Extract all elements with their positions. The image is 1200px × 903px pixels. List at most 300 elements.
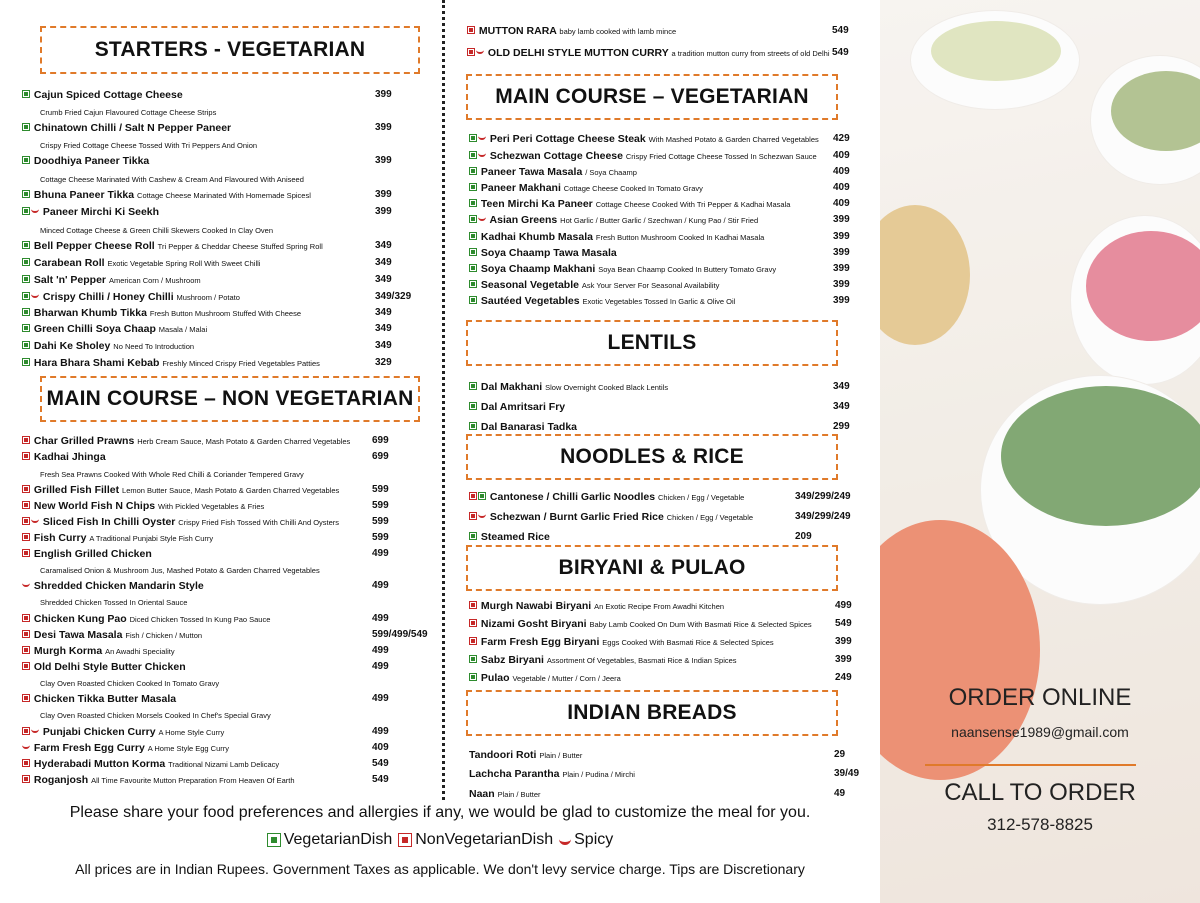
item-price: 599/499/549 [372,629,428,640]
item-price: 499 [372,645,389,656]
veg-symbol-icon [478,492,486,500]
item-name: Cajun Spiced Cottage Cheese [33,89,183,101]
menu-item [22,155,149,167]
item-description: Slow Overnight Cooked Black Lentils [545,383,669,392]
item-name: Pulao [480,672,510,684]
item-name: Paneer Makhani [480,182,561,194]
item-description: Chicken / Egg / Vegetable [666,513,754,522]
menu-item [22,435,350,448]
item-description: With Mashed Potato & Garden Charred Vegetables [648,135,819,144]
item-description: Baby Lamb Cooked On Dum With Basmati Rice & Selected Spices [589,620,812,629]
item-name: Schezwan / Burnt Garlic Fried Rice [489,511,664,523]
item-name: Old Delhi Style Butter Chicken [33,661,186,673]
food-bowls-photo [880,0,1200,903]
item-name: Nizami Gosht Biryani [480,618,587,630]
item-name: MUTTON RARA [478,25,557,37]
item-name: Cantonese / Chilli Garlic Noodles [489,491,656,503]
nonveg-symbol-icon [22,646,30,654]
item-price: 399 [375,122,392,133]
item-price: 409 [372,742,389,753]
heading-non-veg: MAIN COURSE – NON VEGETARIAN [40,376,420,422]
menu-item [469,381,668,394]
menu-item [22,580,204,592]
veg-symbol-icon [469,296,477,304]
item-name: Roganjosh [33,774,89,786]
item-price: 399 [835,654,852,665]
menu-item [22,500,264,513]
item-price: 599 [372,500,389,511]
heading-lentils: LENTILS [466,320,838,366]
veg-symbol-icon [469,655,477,663]
item-subdescription: Clay Oven Roasted Chicken Morsels Cooked In Chef's Special Gravy [40,711,271,720]
chili-icon [478,136,486,140]
menu-item [469,279,719,292]
chili-icon [559,835,571,845]
call-to-order-title: CALL TO ORDER [944,779,1136,806]
menu-item [469,618,812,631]
item-description: Eggs Cooked With Basmati Rice & Selected Spices [602,638,774,647]
item-description: Fish / Chicken / Mutton [125,631,203,640]
item-description: Soya Bean Chaamp Cooked In Buttery Tomato Gravy [598,265,777,274]
legend [0,831,880,849]
menu-item [22,122,231,134]
menu-item [469,150,817,163]
item-description: Diced Chicken Tossed In Kung Pao Sauce [129,615,271,624]
item-price: 399 [833,214,850,225]
item-description: A Home Style Curry [158,728,225,737]
item-subdescription: Caramalised Onion & Mushroom Jus, Mashed Potato & Garden Charred Vegetables [40,566,320,575]
item-price: 549 [832,25,849,36]
nonveg-symbol-icon [467,26,475,34]
item-name: Dahi Ke Sholey [33,340,111,352]
item-subdescription: Cottage Cheese Marinated With Cashew & Cream And Flavoured With Aniseed [40,175,304,184]
item-price: 429 [833,133,850,144]
item-description: Fresh Button Mushroom Stuffed With Cheese [149,309,302,318]
item-name: Naan [469,788,495,800]
menu-item [469,263,776,276]
item-description: Vegetable / Mutter / Corn / Jeera [512,674,621,683]
veg-symbol-icon [469,167,477,175]
menu-item [469,672,621,685]
chili-icon [31,729,39,733]
item-price: 499 [372,613,389,624]
order-online-title: ORDER ONLINE [948,684,1132,711]
item-name: Bhuna Paneer Tikka [33,189,135,201]
nonveg-symbol-icon [22,727,30,735]
footer-note: Please share your food preferences and allergies if any, we would be glad to customize the meal for you. [69,804,811,821]
nonveg-symbol-icon [22,614,30,622]
column-divider [442,0,445,800]
veg-symbol-icon [22,241,30,249]
item-description: Chicken / Egg / Vegetable [657,493,745,502]
item-name: Desi Tawa Masala [33,629,123,641]
nonveg-symbol-icon [22,694,30,702]
item-name: OLD DELHI STYLE MUTTON CURRY [487,47,669,59]
nonveg-symbol-icon [22,517,30,525]
item-name: Green Chilli Soya Chaap [33,323,156,335]
menu-item [469,654,737,667]
veg-symbol-icon [22,156,30,164]
item-name: Seasonal Vegetable [480,279,579,291]
menu-item [469,401,565,413]
item-description: Hot Garlic / Butter Garlic / Szechwan / Kung Pao / Stir Fried [560,216,759,225]
item-name: Char Grilled Prawns [33,435,135,447]
menu-item [22,240,323,253]
item-name: Bell Pepper Cheese Roll [33,240,155,252]
item-price: 499 [372,580,389,591]
item-price: 549 [372,758,389,769]
menu-item [469,491,744,504]
chili-icon [22,583,30,587]
veg-symbol-icon [469,215,477,223]
menu-item [22,645,175,658]
item-description: Freshly Minced Crispy Fried Vegetables Patties [162,359,320,368]
item-price: 549 [372,774,389,785]
item-price: 499 [372,726,389,737]
item-price: 49 [834,788,846,799]
item-description: Crispy Fried Fish Tossed With Chilli And Oysters [178,518,340,527]
legend-nonveg: NonVegetarianDish [415,831,554,848]
item-price: 499 [835,600,852,611]
item-description: Masala / Malai [158,325,208,334]
item-price: 349/299/249 [795,511,851,522]
item-description: Cottage Cheese Marinated With Homemade Spicesl [137,191,311,200]
item-price: 39/49 [834,768,860,779]
nonveg-symbol-icon [22,485,30,493]
item-description: An Exotic Recipe From Awadhi Kitchen [594,602,725,611]
item-subdescription: Fresh Sea Prawns Cooked With Whole Red Chilli & Coriander Tempered Gravy [40,470,304,479]
item-price: 349/299/249 [795,491,851,502]
nonveg-symbol-icon [22,630,30,638]
nonveg-symbol-icon [469,601,477,609]
veg-symbol-icon [22,190,30,198]
item-price: 409 [833,198,850,209]
chili-icon [22,745,30,749]
item-description: A Home Style Egg Curry [147,744,229,753]
item-description: / Soya Chaamp [585,168,637,177]
item-price: 599 [372,532,389,543]
item-price: 349 [833,401,850,412]
item-name: Dal Makhani [480,381,543,393]
menu-item [469,768,635,781]
menu-item [22,291,240,304]
item-price: 409 [833,182,850,193]
item-description: Mushroom / Potato [176,293,240,302]
veg-symbol-icon [22,258,30,266]
chili-icon [478,153,486,157]
nonveg-symbol-icon [22,436,30,444]
item-name: Chicken Tikka Butter Masala [33,693,177,705]
item-price: 599 [372,484,389,495]
veg-symbol-icon [469,248,477,256]
item-price: 299 [833,421,850,432]
chili-icon [478,217,486,221]
item-price: 399 [375,189,392,200]
item-name: Farm Fresh Egg Biryani [480,636,600,648]
veg-symbol-icon [22,308,30,316]
item-name: Dal Banarasi Tadka [480,421,578,433]
item-name: Chicken Kung Pao [33,613,127,625]
item-name: New World Fish N Chips [33,500,156,512]
item-price: 349 [375,323,392,334]
item-name: Kadhai Khumb Masala [480,231,593,243]
menu-item [469,214,758,227]
item-name: Soya Chaamp Tawa Masala [480,247,617,259]
item-price: 599 [372,516,389,527]
menu-item [22,516,339,529]
item-price: 329 [375,357,392,368]
item-name: Punjabi Chicken Curry [42,726,156,738]
heading-starters: STARTERS - VEGETARIAN [40,26,420,74]
nonveg-symbol-icon [22,775,30,783]
chili-icon [476,50,484,54]
item-name: Sliced Fish In Chilli Oyster [42,516,176,528]
footer-prices: All prices are in Indian Rupees. Government Taxes as applicable. We don't levy service charge. Tips are Discretionary [75,861,805,877]
veg-symbol-icon [469,199,477,207]
item-name: Paneer Tawa Masala [480,166,583,178]
item-description: No Need To Introduction [113,342,195,351]
menu-item [22,532,213,545]
item-price: 349 [375,340,392,351]
chili-icon [31,294,39,298]
menu-item [469,133,819,146]
menu-item [22,307,301,320]
item-price: 399 [833,231,850,242]
item-description: Cottage Cheese Cooked With Tri Pepper & Kadhai Masala [595,200,791,209]
item-name: Sabz Biryani [480,654,544,666]
chili-icon [31,209,39,213]
item-description: Exotic Vegetable Spring Roll With Sweet Chilli [107,259,261,268]
item-description: A Traditional Punjabi Style Fish Curry [89,534,214,543]
item-price: 399 [375,155,392,166]
menu-item [469,788,541,801]
item-price: 549 [832,47,849,58]
menu-item [469,511,753,524]
nonveg-symbol-icon [22,759,30,767]
veg-symbol-icon [469,280,477,288]
menu-item [469,182,703,195]
item-price: 499 [372,693,389,704]
item-name: Schezwan Cottage Cheese [489,150,623,162]
item-description: a tradition mutton curry from streets of old Delhi [671,49,830,58]
menu-item [22,451,106,463]
item-description: Cottage Cheese Cooked In Tomato Gravy [563,184,703,193]
item-name: Fish Curry [33,532,87,544]
item-price: 349 [833,381,850,392]
nonveg-symbol-icon [469,637,477,645]
veg-symbol-icon [469,673,477,681]
menu-item [22,548,152,560]
menu-item [469,247,617,259]
item-subdescription: Shredded Chicken Tossed In Oriental Sauce [40,598,188,607]
item-name: Carabean Roll [33,257,105,269]
veg-symbol-icon [267,833,281,847]
menu-item [469,749,582,762]
item-name: Farm Fresh Egg Curry [33,742,145,754]
menu-item [469,421,577,433]
item-name: Tandoori Roti [469,749,537,761]
veg-symbol-icon [22,207,30,215]
item-description: Plain / Butter [497,790,541,799]
item-name: Steamed Rice [480,531,550,543]
nonveg-symbol-icon [22,501,30,509]
item-name: Soya Chaamp Makhani [480,263,596,275]
item-price: 499 [372,661,389,672]
item-name: Kadhai Jhinga [33,451,106,463]
item-description: Herb Cream Sauce, Mash Potato & Garden Charred Vegetables [137,437,351,446]
legend-veg: VegetarianDish [283,831,393,848]
item-description: Plain / Pudina / Mirchi [562,770,635,779]
nonveg-symbol-icon [469,512,477,520]
menu-item [469,231,764,244]
item-subdescription: Crumb Fried Cajun Flavoured Cottage Cheese Strips [40,108,217,117]
veg-symbol-icon [22,341,30,349]
item-name: Salt 'n' Pepper [33,274,107,286]
item-price: 29 [834,749,846,760]
heading-biryani: BIRYANI & PULAO [466,545,838,591]
item-name: Sautéed Vegetables [480,295,580,307]
veg-symbol-icon [469,382,477,390]
item-name: Murgh Korma [33,645,103,657]
item-description: Fresh Button Mushroom Cooked In Kadhai Masala [595,233,765,242]
menu-item [22,257,260,270]
veg-symbol-icon [469,402,477,410]
item-description: All Time Favourite Mutton Preparation From Heaven Of Earth [91,776,295,785]
veg-symbol-icon [469,422,477,430]
veg-symbol-icon [469,532,477,540]
menu-item [469,600,724,613]
item-subdescription: Clay Oven Roasted Chicken Cooked In Tomato Gravy [40,679,220,688]
item-name: Hara Bhara Shami Kebab [33,357,160,369]
menu-item [22,613,270,626]
nonveg-symbol-icon [398,833,412,847]
menu-item [22,629,202,642]
menu-item [22,340,194,353]
item-price: 699 [372,451,389,462]
item-price: 399 [835,636,852,647]
item-description: Plain / Butter [539,751,583,760]
item-price: 349 [375,240,392,251]
item-price: 209 [795,531,812,542]
chili-icon [478,514,486,518]
item-name: Shredded Chicken Mandarin Style [33,580,204,592]
veg-symbol-icon [469,151,477,159]
menu-item [22,661,186,673]
item-price: 409 [833,150,850,161]
item-description: Assortment Of Vegetables, Basmati Rice & Indian Spices [546,656,737,665]
veg-symbol-icon [22,358,30,366]
menu-item [469,295,735,308]
item-price: 409 [833,166,850,177]
nonveg-symbol-icon [22,662,30,670]
menu-item [22,742,229,755]
menu-item [469,636,774,649]
item-name: Doodhiya Paneer Tikka [33,155,150,167]
menu-item [469,198,790,211]
item-price: 349 [375,307,392,318]
item-price: 499 [372,548,389,559]
item-description: Crispy Fried Cottage Cheese Tossed In Schezwan Sauce [625,152,817,161]
item-subdescription: Crispy Fried Cottage Cheese Tossed With Tri Peppers And Onion [40,141,258,150]
menu-item [22,693,176,705]
veg-symbol-icon [22,123,30,131]
item-price: 399 [833,247,850,258]
item-description: An Awadhi Speciality [105,647,175,656]
chili-icon [31,519,39,523]
menu-item [467,47,829,60]
heading-veg-main: MAIN COURSE – VEGETARIAN [466,74,838,120]
item-description: American Corn / Mushroom [108,276,201,285]
item-price: 349 [375,274,392,285]
menu-item [469,531,550,543]
heading-breads: INDIAN BREADS [466,690,838,736]
menu-item [22,726,224,739]
veg-symbol-icon [469,232,477,240]
menu-item [22,484,339,497]
item-subdescription: Minced Cottage Cheese & Green Chilli Skewers Cooked In Clay Oven [40,226,274,235]
item-price: 549 [835,618,852,629]
item-name: Dal Amritsari Fry [480,401,566,413]
item-name: Murgh Nawabi Biryani [480,600,592,612]
item-name: Hyderabadi Mutton Korma [33,758,166,770]
item-price: 399 [375,206,392,217]
item-price: 349 [375,257,392,268]
item-name: Grilled Fish Fillet [33,484,120,496]
item-name: Crispy Chilli / Honey Chilli [42,291,174,303]
menu-item [467,25,676,38]
nonveg-symbol-icon [467,48,475,56]
veg-symbol-icon [22,324,30,332]
veg-symbol-icon [22,90,30,98]
item-price: 399 [375,89,392,100]
menu-item [469,166,637,179]
item-price: 699 [372,435,389,446]
item-name: English Grilled Chicken [33,548,152,560]
veg-symbol-icon [469,183,477,191]
nonveg-symbol-icon [469,492,477,500]
item-description: Ask Your Server For Seasonal Availability [581,281,720,290]
item-name: Chinatown Chilli / Salt N Pepper Paneer [33,122,232,134]
nonveg-symbol-icon [22,533,30,541]
item-description: With Pickled Vegetables & Fries [158,502,265,511]
order-phone[interactable]: 312-578-8825 [987,815,1093,834]
item-description: Traditional Nizami Lamb Delicacy [168,760,280,769]
menu-item [22,758,279,771]
item-price: 399 [833,295,850,306]
veg-symbol-icon [22,292,30,300]
item-name: Teen Mirchi Ka Paneer [480,198,593,210]
menu-item [22,89,183,101]
menu-item [22,274,201,287]
nonveg-symbol-icon [469,619,477,627]
item-name: Peri Peri Cottage Cheese Steak [489,133,646,145]
item-description: Lemon Butter Sauce, Mash Potato & Garden Charred Vegetables [122,486,340,495]
item-price: 399 [833,279,850,290]
contact-divider [925,764,1136,766]
menu-item [22,206,159,218]
veg-symbol-icon [469,264,477,272]
menu-item [22,357,320,370]
order-email[interactable]: naansense1989@gmail.com [951,724,1129,740]
menu-item [22,323,207,336]
item-description: baby lamb cooked with lamb mince [559,27,677,36]
nonveg-symbol-icon [22,452,30,460]
item-name: Lachcha Parantha [469,768,560,780]
veg-symbol-icon [22,275,30,283]
item-price: 399 [833,263,850,274]
item-description: Tri Pepper & Cheddar Cheese Stuffed Spring Roll [157,242,323,251]
item-name: Bharwan Khumb Tikka [33,307,147,319]
